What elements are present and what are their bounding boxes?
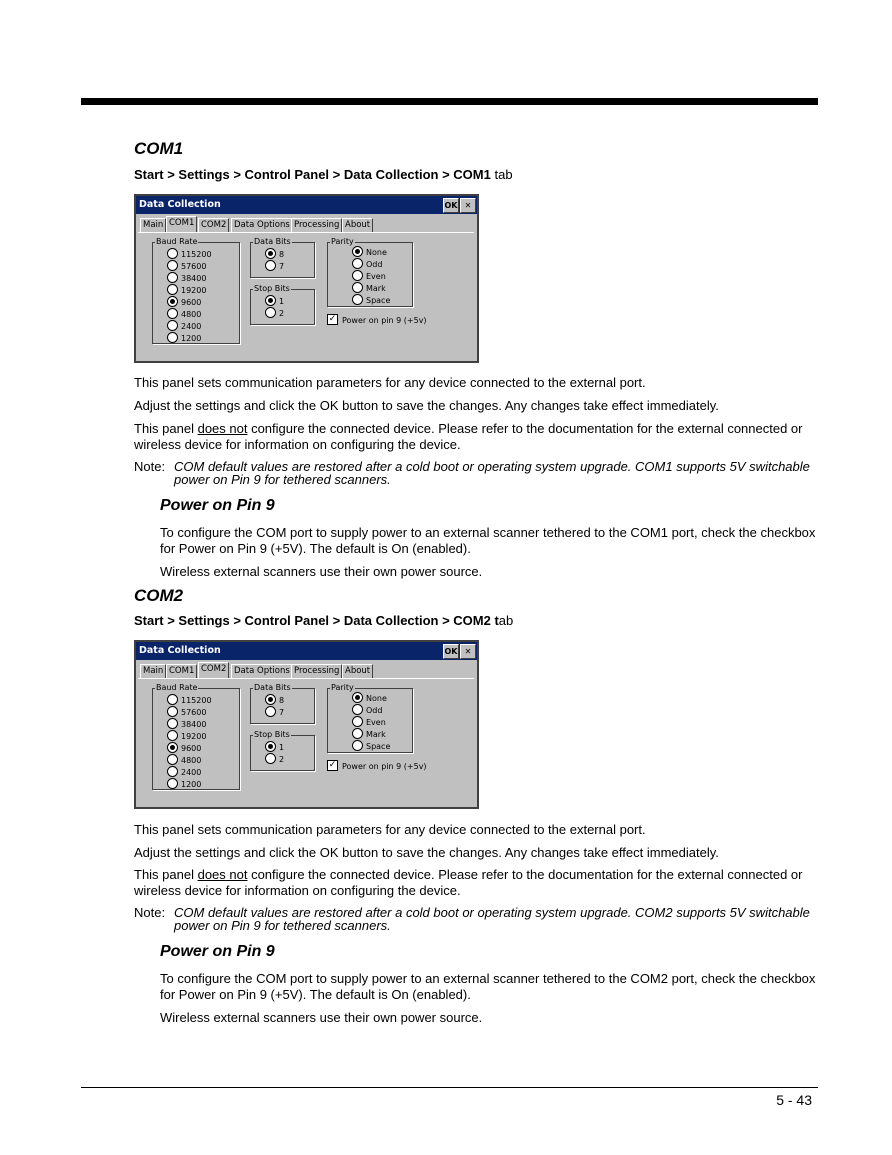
p3-underlined: does not [197,867,248,882]
tab-main[interactable]: Main [140,664,166,678]
parity-option[interactable] [352,741,390,753]
group-label: Data Bits [254,237,291,246]
stop-bits-option[interactable] [265,296,284,308]
com2-subparagraph-2: Wireless external scanners use their own power source. [160,1010,483,1025]
com1-paragraph-1: This panel sets communication parameters for any device connected to the external port. [134,375,646,390]
radio-icon [167,754,178,765]
option-label: 4800 [181,310,202,319]
option-label: Space [366,296,391,305]
tab-processing[interactable]: Processing [291,218,342,232]
radio-icon [352,740,363,751]
tab-processing[interactable]: Processing [291,664,342,678]
option-label: None [366,248,387,257]
tab-about[interactable]: About [342,218,373,232]
radio-icon [352,716,363,727]
option-label: 4800 [181,756,202,765]
option-label: 8 [279,696,285,705]
stop-bits-option[interactable] [265,742,284,754]
radio-icon [265,694,276,705]
stop-bits-option[interactable] [265,754,284,766]
radio-icon [265,753,276,764]
com1-subheading: Power on Pin 9 [160,497,275,514]
baud-rate-group [152,237,240,344]
option-label: 2 [279,755,285,764]
tab-data-options[interactable]: Data Options [231,664,293,678]
option-label: 2400 [181,322,202,331]
nav-path-com2 [134,613,513,628]
group-label: Baud Rate [156,683,198,692]
data-bits-option[interactable] [265,695,284,707]
option-label: 57600 [181,708,207,717]
radio-icon [167,308,178,319]
com2-dialog-screenshot [134,640,479,809]
page-number: 5 - 43 [776,1092,812,1108]
note-label: Note: [134,905,166,920]
baud-rate-option[interactable] [167,333,201,345]
checkbox-icon: ✓ [328,760,337,770]
nav-path-text: Start > Settings > Control Panel > Data Collection > COM1 [134,167,491,182]
baud-rate-group [152,683,240,790]
parity-group [327,683,413,753]
radio-icon [167,332,178,343]
com1-dialog-screenshot [134,194,479,363]
option-label: 19200 [181,732,207,741]
ok-button[interactable]: OK [443,198,459,213]
nav-path-com1 [134,167,513,182]
option-label: 2 [279,309,285,318]
power-pin9-checkbox[interactable] [327,315,427,327]
option-label: 7 [279,708,285,717]
ok-button[interactable]: OK [443,644,459,659]
radio-icon [265,248,276,259]
checkbox-icon: ✓ [328,314,337,324]
data-bits-group [250,237,315,278]
group-label: Data Bits [254,683,291,692]
footer-rule [81,1087,818,1088]
dialog-title-bar [136,642,477,660]
p3-end: configure the connected device. Please refer to the documentation for the external connected or wireless device for information on configuring the device. [134,867,803,898]
radio-icon [265,295,276,306]
p3-end: configure the connected device. Please refer to the documentation for the external connected or wireless device for information on configuring the device. [134,421,803,452]
checkbox-label: Power on pin 9 (+5v) [342,762,427,771]
radio-icon [167,742,178,753]
note-text: COM default values are restored after a cold boot or operating system upgrade. COM1 supports 5V switchable power on Pin 9 for tethered scanners. [174,459,810,487]
radio-icon [352,258,363,269]
radio-icon [265,307,276,318]
tab-panel [138,232,474,358]
p3-underlined: does not [197,421,248,436]
parity-group [327,237,413,307]
radio-icon [167,706,178,717]
group-label: Parity [331,237,354,246]
option-label: 8 [279,250,285,259]
option-label: 9600 [181,744,202,753]
radio-icon [167,248,178,259]
note-text: COM default values are restored after a cold boot or operating system upgrade. COM2 supports 5V switchable power on Pin 9 for tethered scanners. [174,905,810,933]
group-label: Stop Bits [254,730,290,739]
radio-icon [352,294,363,305]
tab-main[interactable]: Main [140,218,166,232]
option-label: 115200 [181,250,212,259]
com2-paragraph-2: Adjust the settings and click the OK button to save the changes. Any changes take effect immediately. [134,845,719,860]
section-heading-com2: COM2 [134,586,184,605]
tab-panel [138,678,474,804]
group-label: Stop Bits [254,284,290,293]
radio-icon [352,692,363,703]
com1-subparagraph-2: Wireless external scanners use their own power source. [160,564,483,579]
data-bits-option[interactable] [265,707,284,719]
close-icon[interactable]: ✕ [460,198,476,213]
dialog-title: Data Collection [139,645,221,656]
radio-icon [352,728,363,739]
tab-com1[interactable]: COM1 [166,664,197,678]
option-label: Odd [366,706,383,715]
com1-paragraph-3 [134,421,824,453]
option-label: Even [366,272,386,281]
radio-icon [167,778,178,789]
option-label: Mark [366,284,386,293]
group-label: Baud Rate [156,237,198,246]
com2-subheading: Power on Pin 9 [160,943,275,960]
com2-paragraph-1: This panel sets communication parameters for any device connected to the external port. [134,822,646,837]
dialog-title: Data Collection [139,199,221,210]
radio-icon [352,246,363,257]
power-pin9-checkbox[interactable] [327,761,427,773]
p3-start: This panel [134,421,198,436]
radio-icon [167,694,178,705]
option-label: 1 [279,297,285,306]
radio-icon [265,706,276,717]
tab-com2[interactable]: COM2 [198,218,229,232]
header-rule [81,98,818,105]
option-label: 1 [279,743,285,752]
option-label: Odd [366,260,383,269]
option-label: 115200 [181,696,212,705]
radio-icon [167,284,178,295]
radio-icon [167,260,178,271]
com1-subparagraph-1: To configure the COM port to supply power to an external scanner tethered to the COM1 port, check the checkbox for Power on Pin 9 (+5V). The default is On (enabled). [160,525,816,556]
option-label: None [366,694,387,703]
radio-icon [167,766,178,777]
nav-path-text: Start > Settings > Control Panel > Data Collection > COM2 t [134,613,499,628]
option-label: 9600 [181,298,202,307]
nav-path-suffix: tab [490,167,513,182]
checkbox-label: Power on pin 9 (+5v) [342,316,427,325]
nav-path-suffix: ab [498,613,514,628]
option-label: Even [366,718,386,727]
option-label: Mark [366,730,386,739]
option-label: 57600 [181,262,207,271]
radio-icon [167,320,178,331]
tab-com2[interactable]: COM2 [198,662,229,678]
radio-icon [167,272,178,283]
option-label: Space [366,742,391,751]
section-heading-com1: COM1 [134,139,184,158]
baud-rate-option[interactable] [167,779,201,791]
note-label: Note: [134,459,166,474]
group-label: Parity [331,683,354,692]
radio-icon [265,260,276,271]
parity-option[interactable] [352,295,390,307]
stop-bits-group [250,730,315,771]
radio-icon [352,282,363,293]
radio-icon [167,296,178,307]
com2-paragraph-3 [134,867,824,899]
radio-icon [167,730,178,741]
stop-bits-group [250,284,315,325]
option-label: 2400 [181,768,202,777]
stop-bits-option[interactable] [265,308,284,320]
option-label: 7 [279,262,285,271]
data-bits-option[interactable] [265,261,284,273]
close-icon[interactable]: ✕ [460,644,476,659]
tab-about[interactable]: About [342,664,373,678]
radio-icon [352,270,363,281]
com2-subparagraph-1: To configure the COM port to supply power to an external scanner tethered to the COM2 port, check the checkbox for Power on Pin 9 (+5V). The default is On (enabled). [160,971,816,1002]
radio-icon [352,704,363,715]
radio-icon [167,718,178,729]
tab-data-options[interactable]: Data Options [231,218,293,232]
dialog-title-bar [136,196,477,214]
data-bits-option[interactable] [265,249,284,261]
option-label: 38400 [181,720,207,729]
data-bits-group [250,683,315,724]
option-label: 19200 [181,286,207,295]
option-label: 38400 [181,274,207,283]
option-label: 1200 [181,780,202,789]
radio-icon [265,741,276,752]
option-label: 1200 [181,334,202,343]
tab-com1[interactable]: COM1 [166,216,197,232]
p3-start: This panel [134,867,198,882]
com1-paragraph-2: Adjust the settings and click the OK button to save the changes. Any changes take effect immediately. [134,398,719,413]
